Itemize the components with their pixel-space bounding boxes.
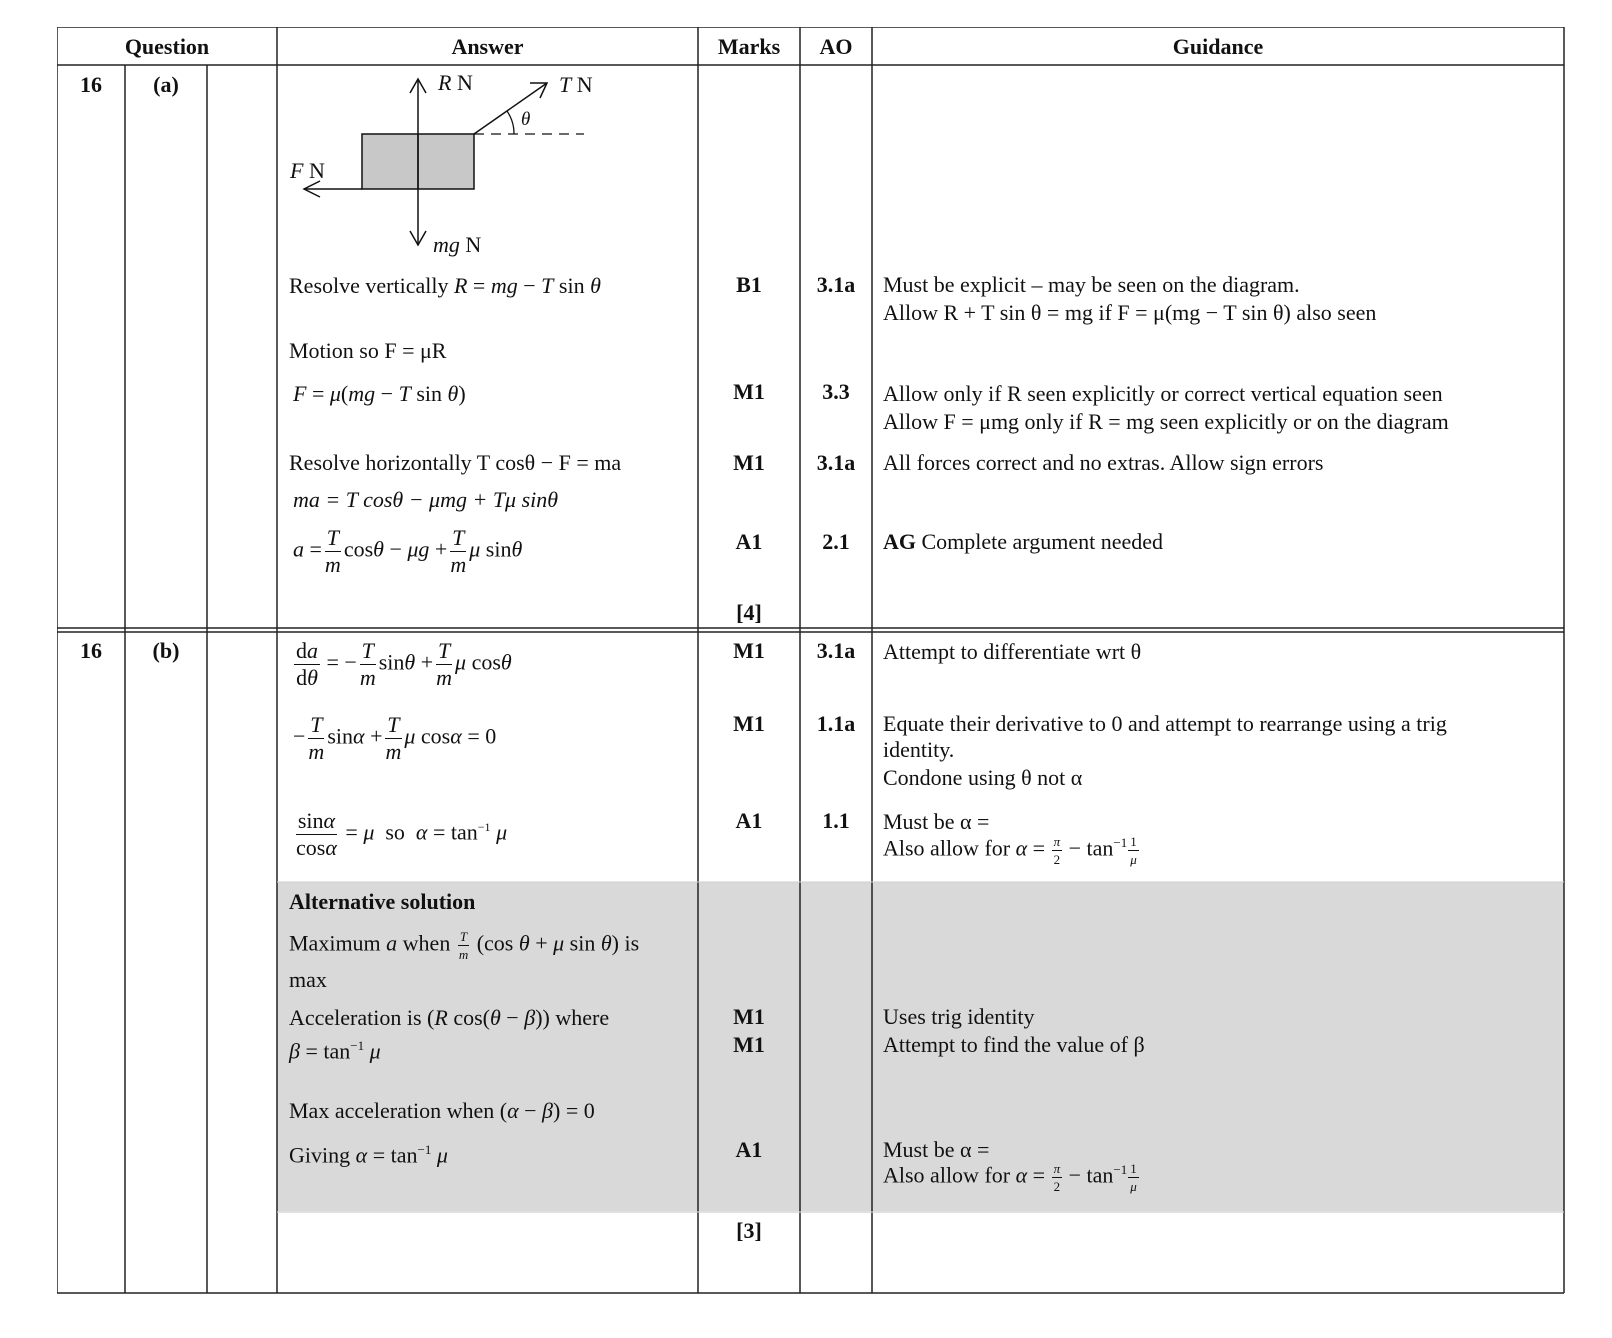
guidance-b-2a: Equate their derivative to 0 and attempt to rearrange using a trig <box>883 711 1447 736</box>
answer-a-6: a = $\frac{T}{m}$ cosθ − μg + $\frac{T}{m}$ μ sinθ <box>293 525 523 577</box>
guidance-b-3b: Also allow for α = $\frac{\pi}{2}$ − $\tan^{-1}$ $\frac{1}{\mu}$ <box>883 834 1137 867</box>
mark-b-2: M1 <box>733 711 765 736</box>
diagram-label-T: T N <box>559 72 593 97</box>
alt-line1b: max <box>289 967 327 992</box>
answer-b-2: − $\frac{T}{m}$ sinα + $\frac{T}{m}$ μ cosα = 0 <box>293 712 497 764</box>
total-b: [3] <box>736 1218 762 1243</box>
guidance-a-1a: Must be explicit – may be seen on the diagram. <box>883 272 1300 297</box>
alt-line1: Maximum a when $\frac{T}{m}$ (cos θ + μ sin θ) is <box>289 929 640 962</box>
angle-arc <box>507 111 514 134</box>
diagram-label-mg: mg N <box>433 232 482 257</box>
mark-a-1: B1 <box>736 272 762 297</box>
mark-a-6: A1 <box>735 529 763 554</box>
answer-a-1: Resolve vertically R = mg − T sin θ <box>289 273 601 298</box>
answer-b-1: $\frac{da}{d\theta}$ = − $\frac{T}{m}$ sinθ + $\frac{T}{m}$ μ cosθ <box>296 638 512 690</box>
question-part-b: (b) <box>152 638 180 663</box>
alt-guide4a: Must be α = <box>883 1137 990 1162</box>
answer-a-5: ma = T cosθ − μmg + Tμ sinθ <box>293 487 559 512</box>
alt-line2b: $\beta = \tan^{-1} \mu$ <box>289 1038 381 1064</box>
mark-a-3: M1 <box>733 379 765 404</box>
tension-arrow <box>474 83 547 134</box>
guidance-b-2b: identity. <box>883 737 955 762</box>
question-part-a: (a) <box>153 72 179 97</box>
ao-a-4: 3.1a <box>816 450 856 475</box>
answer-a-4: Resolve horizontally T cosθ − F = ma <box>289 450 622 475</box>
header-answer: Answer <box>451 34 524 59</box>
alt-line3: Max acceleration when (α − β) = 0 <box>289 1098 595 1123</box>
header-guidance: Guidance <box>1172 34 1264 59</box>
alt-guide2b: Attempt to find the value of β <box>883 1032 1145 1057</box>
diagram-label-R: R N <box>438 70 473 95</box>
ao-a-3: 3.3 <box>822 379 850 404</box>
header-question: Question <box>124 34 210 59</box>
guidance-a-3b: Allow F = μmg only if R = mg seen explicitly or on the diagram <box>883 409 1449 434</box>
diagram-label-F: F N <box>290 158 325 183</box>
guidance-b-3a: Must be α = <box>883 809 990 834</box>
alt-mark2b: M1 <box>733 1032 765 1057</box>
alt-title: Alternative solution <box>289 889 476 914</box>
alt-guide4b: Also allow for α = $\frac{\pi}{2}$ − $\tan^{-1}$ $\frac{1}{\mu}$ <box>883 1161 1137 1194</box>
guidance-a-1b: Allow R + T sin θ = mg if F = μ(mg − T sin θ) also seen <box>883 300 1377 325</box>
header-ao: AO <box>819 34 853 59</box>
ao-b-2: 1.1a <box>816 711 856 736</box>
question-number-b: 16 <box>80 638 102 663</box>
answer-a-2: Motion so F = μR <box>289 338 447 363</box>
header-marks: Marks <box>717 34 781 59</box>
guidance-a-4: All forces correct and no extras. Allow sign errors <box>883 450 1324 475</box>
guidance-a-3a: Allow only if R seen explicitly or correct vertical equation seen <box>883 381 1443 406</box>
diagram-label-theta: θ <box>521 109 531 130</box>
guidance-a-6: AG Complete argument needed <box>883 529 1164 554</box>
guidance-b-2c: Condone using θ not α <box>883 765 1083 790</box>
mark-b-1: M1 <box>733 638 765 663</box>
alt-guide2a: Uses trig identity <box>883 1004 1035 1029</box>
mark-a-4: M1 <box>733 450 765 475</box>
ao-b-1: 3.1a <box>816 638 856 663</box>
ao-b-3: 1.1 <box>822 808 850 833</box>
guidance-b-1: Attempt to differentiate wrt θ <box>883 639 1142 664</box>
alt-mark2a: M1 <box>733 1004 765 1029</box>
alt-line2: Acceleration is (R cos(θ − β)) where <box>289 1005 610 1030</box>
ao-a-1: 3.1a <box>816 272 856 297</box>
mark-scheme-table <box>57 27 1565 1294</box>
answer-a-3: F = μ(mg − T sin θ) <box>293 381 466 406</box>
question-number-a: 16 <box>80 72 102 97</box>
alt-mark4: A1 <box>735 1137 763 1162</box>
total-a: [4] <box>736 600 762 625</box>
mark-b-3: A1 <box>735 808 763 833</box>
alt-line4: Giving $\alpha = \tan^{-1} \mu$ <box>289 1142 448 1168</box>
ao-a-6: 2.1 <box>822 529 850 554</box>
answer-b-3: $\frac{\sin\alpha}{\cos\alpha}$ = μ so $\alpha = \tan^{-1} \mu$ <box>296 808 508 860</box>
